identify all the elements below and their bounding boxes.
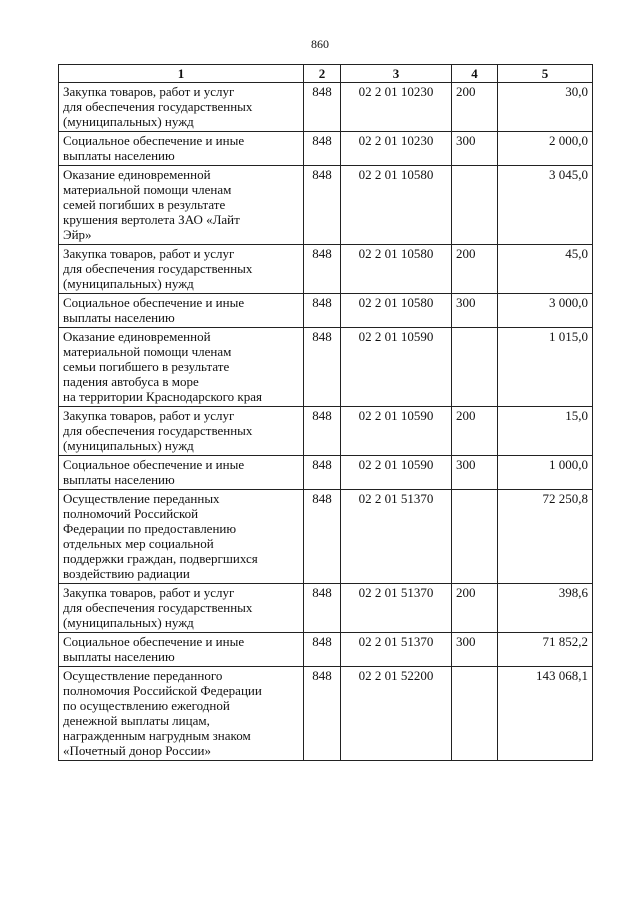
department-code: 848	[304, 294, 341, 328]
description-line: поддержки граждан, подвергшихся	[63, 551, 258, 566]
description-line: Осуществление переданных	[63, 491, 220, 506]
expense-type-code	[452, 667, 498, 761]
description-line: (муниципальных) нужд	[63, 276, 194, 291]
amount: 45,0	[498, 245, 593, 294]
description-line: материальной помощи членам	[63, 344, 232, 359]
expense-type-code: 300	[452, 132, 498, 166]
department-code: 848	[304, 245, 341, 294]
row-description	[59, 166, 304, 245]
department-code: 848	[304, 456, 341, 490]
description-line: выплаты населению	[63, 148, 175, 163]
department-code: 848	[304, 328, 341, 407]
row-description	[59, 132, 304, 166]
table-row	[59, 132, 593, 166]
amount: 15,0	[498, 407, 593, 456]
row-description	[59, 294, 304, 328]
description-line: Закупка товаров, работ и услуг	[63, 585, 235, 600]
description-line: для обеспечения государственных	[63, 423, 253, 438]
row-description	[59, 667, 304, 761]
description-line: отдельных мер социальной	[63, 536, 214, 551]
table-row	[59, 490, 593, 584]
department-code: 848	[304, 83, 341, 132]
row-description	[59, 456, 304, 490]
department-code: 848	[304, 667, 341, 761]
description-line: по осуществлению ежегодной	[63, 698, 230, 713]
target-article-code: 02 2 01 51370	[341, 633, 452, 667]
table-row	[59, 294, 593, 328]
table-row	[59, 83, 593, 132]
description-line: полномочия Российской Федерации	[63, 683, 262, 698]
table-row	[59, 667, 593, 761]
amount: 2 000,0	[498, 132, 593, 166]
description-line: Оказание единовременной	[63, 329, 211, 344]
target-article-code: 02 2 01 10590	[341, 456, 452, 490]
description-line: Закупка товаров, работ и услуг	[63, 84, 235, 99]
row-description	[59, 328, 304, 407]
column-header: 2	[304, 65, 341, 83]
target-article-code: 02 2 01 52200	[341, 667, 452, 761]
target-article-code: 02 2 01 51370	[341, 584, 452, 633]
expense-type-code: 300	[452, 633, 498, 667]
description-line: выплаты населению	[63, 310, 175, 325]
description-line: выплаты населению	[63, 472, 175, 487]
row-description	[59, 490, 304, 584]
description-line: для обеспечения государственных	[63, 99, 253, 114]
target-article-code: 02 2 01 10230	[341, 83, 452, 132]
department-code: 848	[304, 584, 341, 633]
description-line: (муниципальных) нужд	[63, 438, 194, 453]
amount: 30,0	[498, 83, 593, 132]
table-header-row	[59, 65, 593, 83]
amount: 71 852,2	[498, 633, 593, 667]
amount: 398,6	[498, 584, 593, 633]
department-code: 848	[304, 490, 341, 584]
description-line: Социальное обеспечение и иные	[63, 457, 245, 472]
amount: 1 015,0	[498, 328, 593, 407]
description-line: (муниципальных) нужд	[63, 615, 194, 630]
description-line: полномочий Российской	[63, 506, 199, 521]
table-row	[59, 407, 593, 456]
amount: 143 068,1	[498, 667, 593, 761]
table-row	[59, 456, 593, 490]
target-article-code: 02 2 01 10580	[341, 166, 452, 245]
target-article-code: 02 2 01 51370	[341, 490, 452, 584]
description-line: Оказание единовременной	[63, 167, 211, 182]
row-description	[59, 83, 304, 132]
row-description	[59, 245, 304, 294]
target-article-code: 02 2 01 10230	[341, 132, 452, 166]
expense-type-code: 200	[452, 407, 498, 456]
amount: 3 045,0	[498, 166, 593, 245]
department-code: 848	[304, 166, 341, 245]
description-line: Закупка товаров, работ и услуг	[63, 408, 235, 423]
description-line: (муниципальных) нужд	[63, 114, 194, 129]
description-line: воздействию радиации	[63, 566, 190, 581]
target-article-code: 02 2 01 10590	[341, 407, 452, 456]
table-row	[59, 166, 593, 245]
description-line: для обеспечения государственных	[63, 600, 253, 615]
amount: 3 000,0	[498, 294, 593, 328]
expense-type-code	[452, 328, 498, 407]
table-row	[59, 633, 593, 667]
description-line: Осуществление переданного	[63, 668, 223, 683]
department-code: 848	[304, 132, 341, 166]
column-header: 5	[498, 65, 593, 83]
row-description	[59, 584, 304, 633]
expense-type-code: 200	[452, 245, 498, 294]
target-article-code: 02 2 01 10580	[341, 245, 452, 294]
page-number: 860	[311, 37, 329, 51]
description-line: «Почетный донор России»	[63, 743, 211, 758]
description-line: на территории Краснодарского края	[63, 389, 262, 404]
table-row	[59, 245, 593, 294]
table-row	[59, 584, 593, 633]
description-line: крушения вертолета ЗАО «Лайт	[63, 212, 240, 227]
description-line: для обеспечения государственных	[63, 261, 253, 276]
department-code: 848	[304, 633, 341, 667]
expense-type-code	[452, 490, 498, 584]
department-code: 848	[304, 407, 341, 456]
description-line: падения автобуса в море	[63, 374, 199, 389]
budget-table	[58, 64, 593, 761]
column-header: 4	[452, 65, 498, 83]
expense-type-code: 300	[452, 456, 498, 490]
amount: 1 000,0	[498, 456, 593, 490]
table-body	[59, 83, 593, 761]
target-article-code: 02 2 01 10590	[341, 328, 452, 407]
description-line: материальной помощи членам	[63, 182, 232, 197]
row-description	[59, 633, 304, 667]
column-header: 3	[341, 65, 452, 83]
description-line: Федерации по предоставлению	[63, 521, 237, 536]
description-line: Эйр»	[63, 227, 92, 242]
description-line: семьи погибшего в результате	[63, 359, 230, 374]
description-line: Социальное обеспечение и иные	[63, 295, 245, 310]
description-line: семей погибших в результате	[63, 197, 226, 212]
row-description	[59, 407, 304, 456]
description-line: Закупка товаров, работ и услуг	[63, 246, 235, 261]
description-line: награжденным нагрудным знаком	[63, 728, 251, 743]
column-header: 1	[59, 65, 304, 83]
expense-type-code: 200	[452, 83, 498, 132]
expense-type-code: 300	[452, 294, 498, 328]
description-line: Социальное обеспечение и иные	[63, 133, 245, 148]
target-article-code: 02 2 01 10580	[341, 294, 452, 328]
description-line: Социальное обеспечение и иные	[63, 634, 245, 649]
expense-type-code: 200	[452, 584, 498, 633]
expense-type-code	[452, 166, 498, 245]
description-line: денежной выплаты лицам,	[63, 713, 210, 728]
description-line: выплаты населению	[63, 649, 175, 664]
table-row	[59, 328, 593, 407]
amount: 72 250,8	[498, 490, 593, 584]
